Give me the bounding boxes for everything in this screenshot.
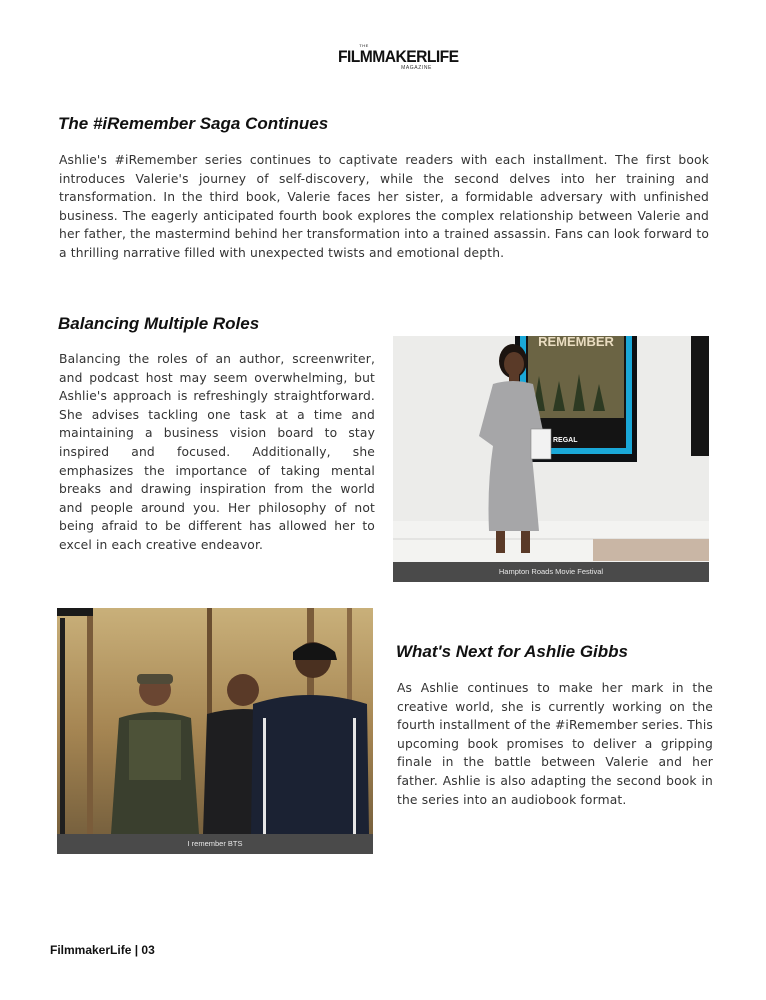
- bts-photo: [57, 608, 373, 854]
- festival-photo-illustration: [393, 336, 709, 582]
- poster-title: REMEMBER: [538, 336, 614, 349]
- section1-heading: The #iRemember Saga Continues: [58, 114, 329, 133]
- festival-photo: [393, 336, 709, 582]
- section3-heading: What's Next for Ashlie Gibbs: [396, 642, 628, 661]
- poster-brand: REGAL: [553, 437, 578, 444]
- festival-photo-caption: Hampton Roads Movie Festival: [393, 562, 709, 582]
- bts-photo-caption: I remember BTS: [57, 834, 373, 854]
- magazine-logo: [334, 43, 459, 71]
- logo-sub: MAGAZINE: [401, 65, 432, 71]
- logo-the: THE: [359, 43, 369, 48]
- bts-photo-illustration: [57, 608, 373, 854]
- logo-name: FILMMAKERLIFE: [338, 47, 459, 66]
- section2-body: Balancing the roles of an author, screenwriter, and podcast host may seem overwhelming, but Ashlie's approach is refreshingly straightforward. She advises tackling one task at a time and maintaining a business vision board to stay inspired and focused. Additionally, she emphasizes the importance of taking mental breaks and drawing inspiration from the world and people around you. Her philosophy of not being afraid to be different has allowed her to excel in each creative endeavor.: [59, 352, 375, 552]
- section3-body: As Ashlie continues to make her mark in the creative world, she is currently working on the fourth installment of the #iRemember series. This upcoming book promises to deliver a gripping finale in the battle between Valerie and her father. Ashlie is also adapting the second book in the series into an audiobook format.: [397, 681, 713, 807]
- section1-body: Ashlie's #iRemember series continues to captivate readers with each installment. The first book introduces Valerie's journey of self-discovery, while the second delves into her training and transformation. In the third book, Valerie faces her sister, a formidable adversary with unfinished business. The eagerly anticipated fourth book explores the complex relationship between Valerie and her father, the mastermind behind her transformation into a trained assassin. Fans can look forward to a thrilling narrative filled with unexpected twists and emotional depth.: [59, 153, 709, 260]
- page-footer: FilmmakerLife | 03: [50, 943, 155, 957]
- section2-heading: Balancing Multiple Roles: [58, 314, 260, 333]
